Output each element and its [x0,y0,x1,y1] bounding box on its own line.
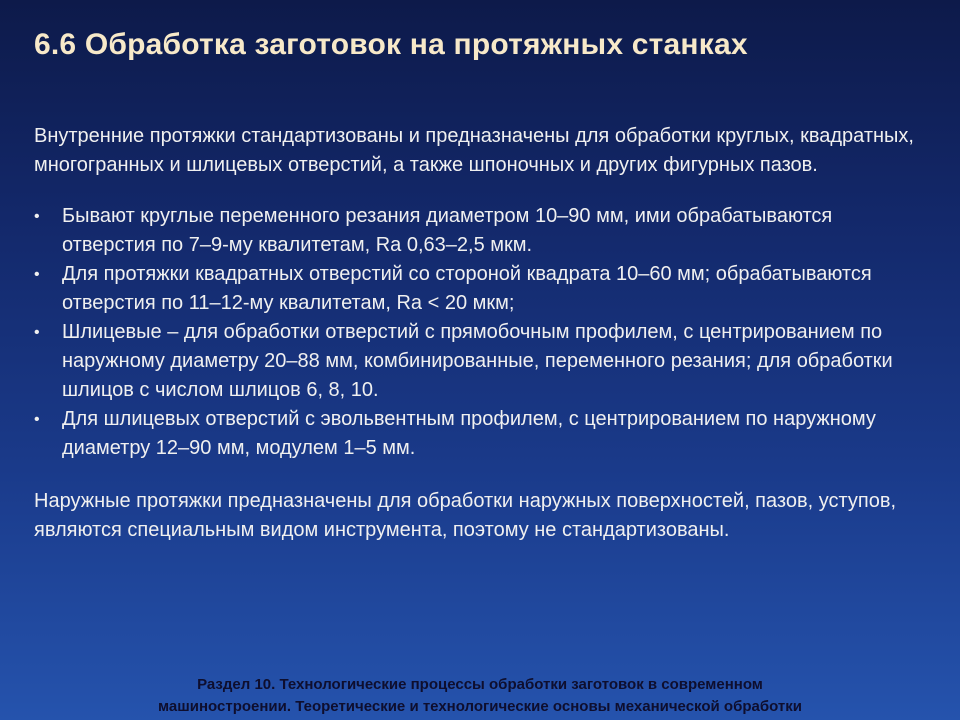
bullet-item [34,202,924,260]
bullet-item [34,318,924,405]
footer-line: Раздел 10. Технологические процессы обработки заготовок в современном [197,676,763,693]
bullet-text: Шлицевые – для обработки отверстий с прямобочным профилем, с центрированием по наружному диаметру 20–88 мм, комбинированные, переменного резания; для обработки шлицов с числом шлицов 6, 8, 10. [62,321,893,401]
outro-paragraph: Наружные протяжки предназначены для обработки наружных поверхностей, пазов, уступов, являются специальным видом инструмента, поэтому не стандартизованы. [34,490,897,541]
bullet-text: Для шлицевых отверстий с эвольвентным профилем, с центрированием по наружному диаметру 12–90 мм, модулем 1–5 мм. [62,408,876,459]
bullet-list [34,202,924,463]
bullet-text: Для протяжки квадратных отверстий со стороной квадрата 10–60 мм; обрабатываются отверстия по 11–12-му квалитетам, Ra < 20 мкм; [62,263,872,314]
bullet-icon: • [34,411,40,428]
bullet-icon: • [34,266,40,283]
slide-title: 6.6 Обработка заготовок на протяжных станках [34,28,748,61]
slide-body [34,122,924,545]
bullet-icon: • [34,324,40,341]
footer-caption [40,674,920,718]
bullet-item [34,405,924,463]
bullet-item [34,260,924,318]
footer-line: машиностроении. Теоретические и технологические основы механической обработки [158,698,802,715]
bullet-text: Бывают круглые переменного резания диаметром 10–90 мм, ими обрабатываются отверстия по 7–9-му квалитетам, Ra 0,63–2,5 мкм. [62,205,833,256]
bullet-icon: • [34,208,40,225]
intro-paragraph: Внутренние протяжки стандартизованы и предназначены для обработки круглых, квадратных, многогранных и шлицевых отверстий, а также шпоночных и других фигурных пазов. [34,125,914,176]
